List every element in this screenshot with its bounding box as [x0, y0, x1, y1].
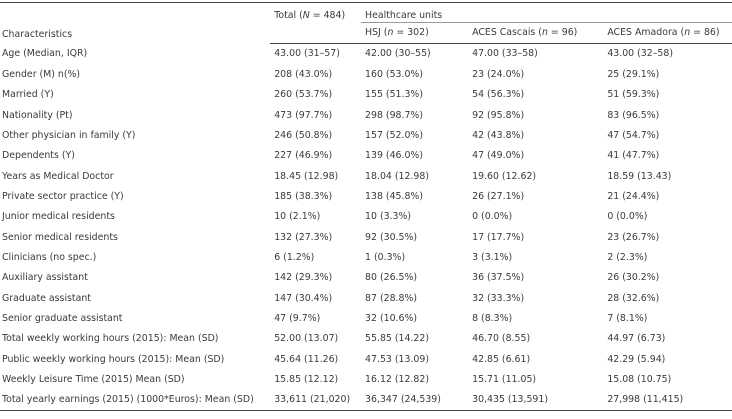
header-aces-amadora: ACES Amadora (n = 86) — [603, 23, 732, 44]
cascais-value: 42 (43.8%) — [472, 129, 525, 141]
amadora-value: 28 (32.6%) — [607, 292, 660, 304]
total-value: 45.64 (11.26) — [274, 353, 339, 365]
amadora-value: 44.97 (6.73) — [607, 333, 666, 345]
table-row — [0, 64, 732, 84]
amadora-value: 43.00 (32–58) — [607, 48, 673, 60]
row-label: Senior medical residents — [2, 231, 118, 243]
cascais-value: 92 (95.8%) — [472, 109, 525, 121]
row-label: Nationality (Pt) — [2, 109, 73, 121]
total-value: 47 (9.7%) — [274, 312, 321, 324]
hsj-value: 16.12 (12.82) — [365, 373, 430, 385]
cascais-value: 3 (3.1%) — [472, 251, 513, 263]
amadora-value: 83 (96.5%) — [607, 109, 660, 121]
cascais-value: 8 (8.3%) — [472, 312, 513, 324]
row-label: Gender (M) n(%) — [2, 68, 81, 80]
row-label: Auxiliary assistant — [2, 272, 88, 284]
amadora-value: 23 (26.7%) — [607, 231, 660, 243]
cascais-value: 26 (27.1%) — [472, 190, 525, 202]
total-value: 10 (2.1%) — [274, 211, 321, 223]
amadora-value: 15.08 (10.75) — [607, 373, 672, 385]
hsj-value: 10 (3.3%) — [365, 211, 412, 223]
table-row — [0, 146, 732, 166]
table-row — [0, 227, 732, 247]
hsj-value: 298 (98.7%) — [365, 109, 424, 121]
amadora-value: 27,998 (11,415) — [603, 390, 732, 411]
row-label: Private sector practice (Y) — [2, 190, 124, 202]
hsj-value: 42.00 (30–55) — [365, 48, 431, 60]
amadora-value: 51 (59.3%) — [607, 89, 660, 101]
table-row — [0, 247, 732, 267]
amadora-value: 7 (8.1%) — [607, 312, 648, 324]
table-row — [0, 349, 732, 369]
table-row — [0, 125, 732, 145]
cascais-value: 36 (37.5%) — [472, 272, 525, 284]
table-row — [0, 44, 732, 65]
header-aces-cascais: ACES Cascais (n = 96) — [468, 23, 603, 44]
header-total-spacer — [270, 23, 361, 44]
amadora-value: 42.29 (5.94) — [607, 353, 666, 365]
hsj-value: 18.04 (12.98) — [365, 170, 430, 182]
table-row — [0, 390, 732, 411]
total-value: 208 (43.0%) — [274, 68, 333, 80]
cascais-value: 17 (17.7%) — [472, 231, 525, 243]
total-value: 260 (53.7%) — [274, 89, 333, 101]
cascais-value: 30,435 (13,591) — [468, 390, 603, 411]
row-label: Weekly Leisure Time (2015) Mean (SD) — [2, 373, 185, 385]
hsj-value: 92 (30.5%) — [365, 231, 418, 243]
cascais-value: 42.85 (6.61) — [472, 353, 531, 365]
hsj-value: 155 (51.3%) — [365, 89, 424, 101]
amadora-value: 25 (29.1%) — [607, 68, 660, 80]
row-label: Senior graduate assistant — [2, 312, 123, 324]
row-label: Clinicians (no spec.) — [2, 251, 97, 263]
header-healthcare-units: Healthcare units — [361, 3, 732, 23]
header-total: Total (N = 484) — [270, 3, 361, 23]
cascais-value: 47 (49.0%) — [472, 150, 525, 162]
row-label: Total weekly working hours (2015): Mean (SD) — [2, 333, 219, 345]
total-value: 52.00 (13.07) — [274, 333, 339, 345]
hsj-value: 36,347 (24,539) — [361, 390, 468, 411]
hsj-value: 139 (46.0%) — [365, 150, 424, 162]
characteristics-table — [0, 2, 732, 411]
header-hsj: HSJ (n = 302) — [361, 23, 468, 44]
row-label: Public weekly working hours (2015): Mean (SD) — [2, 353, 225, 365]
row-label: Graduate assistant — [2, 292, 91, 304]
table-row — [0, 85, 732, 105]
hsj-value: 55.85 (14.22) — [365, 333, 430, 345]
amadora-value: 47 (54.7%) — [607, 129, 660, 141]
table-row — [0, 186, 732, 206]
hsj-value: 87 (28.8%) — [365, 292, 418, 304]
cascais-value: 0 (0.0%) — [472, 211, 513, 223]
total-value: 147 (30.4%) — [274, 292, 333, 304]
total-value: 18.45 (12.98) — [274, 170, 339, 182]
row-label: Total yearly earnings (2015) (1000*Euros): Mean (SD) — [0, 390, 270, 411]
total-value: 33,611 (21,020) — [270, 390, 361, 411]
table-row — [0, 105, 732, 125]
total-value: 142 (29.3%) — [274, 272, 333, 284]
cascais-value: 19.60 (12.62) — [472, 170, 537, 182]
amadora-value: 26 (30.2%) — [607, 272, 660, 284]
table-row — [0, 308, 732, 328]
hsj-value: 1 (0.3%) — [365, 251, 406, 263]
table-row — [0, 166, 732, 186]
row-label: Other physician in family (Y) — [2, 129, 136, 141]
row-label: Years as Medical Doctor — [2, 170, 114, 182]
total-value: 185 (38.3%) — [274, 190, 333, 202]
amadora-value: 21 (24.4%) — [607, 190, 660, 202]
amadora-value: 18.59 (13.43) — [607, 170, 672, 182]
table-row — [0, 329, 732, 349]
table-row — [0, 288, 732, 308]
row-label: Junior medical residents — [2, 211, 115, 223]
amadora-value: 41 (47.7%) — [607, 150, 660, 162]
hsj-value: 138 (45.8%) — [365, 190, 424, 202]
total-value: 227 (46.9%) — [274, 150, 333, 162]
total-value: 6 (1.2%) — [274, 251, 315, 263]
table-row — [0, 207, 732, 227]
header-characteristics: Characteristics — [0, 3, 270, 44]
total-value: 473 (97.7%) — [274, 109, 333, 121]
row-label: Age (Median, IQR) — [2, 48, 88, 60]
table-row — [0, 268, 732, 288]
hsj-value: 47.53 (13.09) — [365, 353, 430, 365]
row-label: Married (Y) — [2, 89, 54, 101]
cascais-value: 32 (33.3%) — [472, 292, 525, 304]
cascais-value: 46.70 (8.55) — [472, 333, 531, 345]
table-row — [0, 370, 732, 390]
row-label: Dependents (Y) — [2, 150, 75, 162]
total-value: 246 (50.8%) — [274, 129, 333, 141]
amadora-value: 0 (0.0%) — [607, 211, 648, 223]
header-row-top — [0, 3, 732, 23]
hsj-value: 157 (52.0%) — [365, 129, 424, 141]
cascais-value: 23 (24.0%) — [472, 68, 525, 80]
cascais-value: 54 (56.3%) — [472, 89, 525, 101]
hsj-value: 80 (26.5%) — [365, 272, 418, 284]
total-value: 132 (27.3%) — [274, 231, 333, 243]
hsj-value: 160 (53.0%) — [365, 68, 424, 80]
amadora-value: 2 (2.3%) — [607, 251, 648, 263]
total-value: 15.85 (12.12) — [274, 373, 339, 385]
hsj-value: 32 (10.6%) — [365, 312, 418, 324]
cascais-value: 47.00 (33–58) — [472, 48, 538, 60]
cascais-value: 15.71 (11.05) — [472, 373, 537, 385]
total-value: 43.00 (31–57) — [274, 48, 340, 60]
